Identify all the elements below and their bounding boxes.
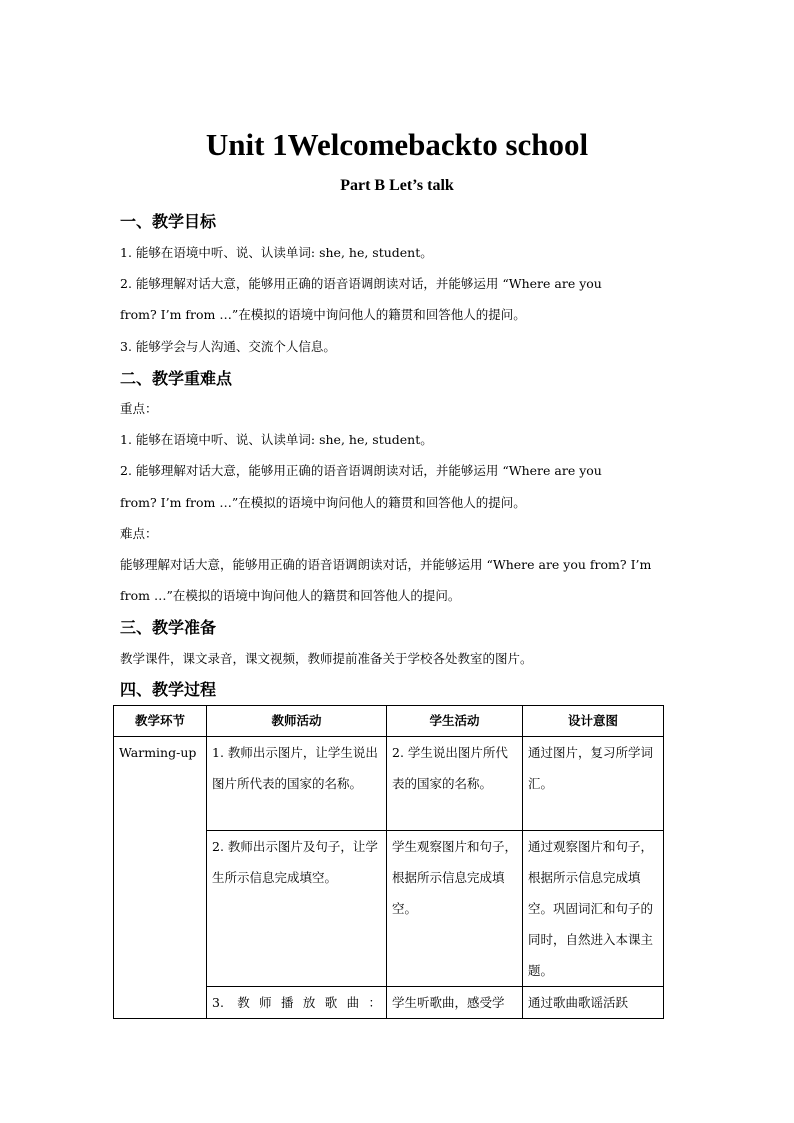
document-subtitle: Part B Let’s talk (340, 177, 454, 194)
section-heading-preparation: 三、教学准备 (120, 618, 217, 637)
key-point-line: 2. 能够理解对话大意，能够用正确的语音语调朗读对话，并能够运用 “Where are you (120, 463, 602, 478)
teacher-activity-cell: 2. 教师出示图片及句子，让学生所示信息完成填空。 (207, 831, 387, 987)
table-row (114, 737, 664, 831)
goal-line: 2. 能够理解对话大意，能够用正确的语音语调朗读对话，并能够运用 “Where are you (120, 276, 602, 291)
preparation-text: 教学课件，课文录音，课文视频，教师提前准备关于学校各处教室的图片。 (120, 651, 533, 666)
document-title: Unit 1Welcomebackto school (205, 127, 589, 162)
difficulty-line: 能够理解对话大意，能够用正确的语音语调朗读对话，并能够运用 “Where are you from? I’m (120, 557, 652, 572)
header-student-activity: 学生活动 (387, 706, 523, 737)
section-heading-goals: 一、教学目标 (120, 212, 217, 231)
student-activity-cell: 学生观察图片和句子，根据所示信息完成填空。 (387, 831, 523, 987)
teaching-process-table (113, 705, 664, 1019)
header-stage: 教学环节 (114, 706, 207, 737)
teacher-activity-cell: 1. 教师出示图片，让学生说出图片所代表的国家的名称。 (207, 737, 387, 831)
stage-cell (114, 737, 207, 1019)
student-activity-cell: 学生听歌曲，感受学 (387, 987, 523, 1019)
goal-line: 3. 能够学会与人沟通、交流个人信息。 (120, 339, 336, 354)
key-points-label: 重点： (120, 401, 158, 416)
design-intent-cell: 通过歌曲歌谣活跃 (523, 987, 664, 1019)
stage-label: Warming-up (119, 745, 197, 760)
header-design-intent: 设计意图 (523, 706, 664, 737)
design-intent-cell: 通过图片，复习所学词汇。 (523, 737, 664, 831)
table-header-row (114, 706, 664, 737)
teacher-activity-cell: 3. 教师播放歌曲： (207, 987, 387, 1019)
section-heading-key-difficult: 二、教学重难点 (120, 369, 233, 388)
section-heading-process: 四、教学过程 (120, 680, 217, 699)
goal-line: from? I’m from …”在模拟的语境中询问他人的籍贯和回答他人的提问。 (120, 307, 526, 322)
design-intent-cell: 通过观察图片和句子，根据所示信息完成填空。巩固词汇和句子的同时，自然进入本课主题。 (523, 831, 664, 987)
goal-line: 1. 能够在语境中听、说、认读单词: she, he, student。 (120, 245, 433, 260)
student-activity-cell: 2. 学生说出图片所代表的国家的名称。 (387, 737, 523, 831)
header-teacher-activity: 教师活动 (207, 706, 387, 737)
difficulty-line: from …”在模拟的语境中询问他人的籍贯和回答他人的提问。 (120, 588, 461, 603)
key-point-line: from? I’m from …”在模拟的语境中询问他人的籍贯和回答他人的提问。 (120, 495, 526, 510)
key-point-line: 1. 能够在语境中听、说、认读单词: she, he, student。 (120, 432, 433, 447)
difficulties-label: 难点： (120, 526, 158, 541)
